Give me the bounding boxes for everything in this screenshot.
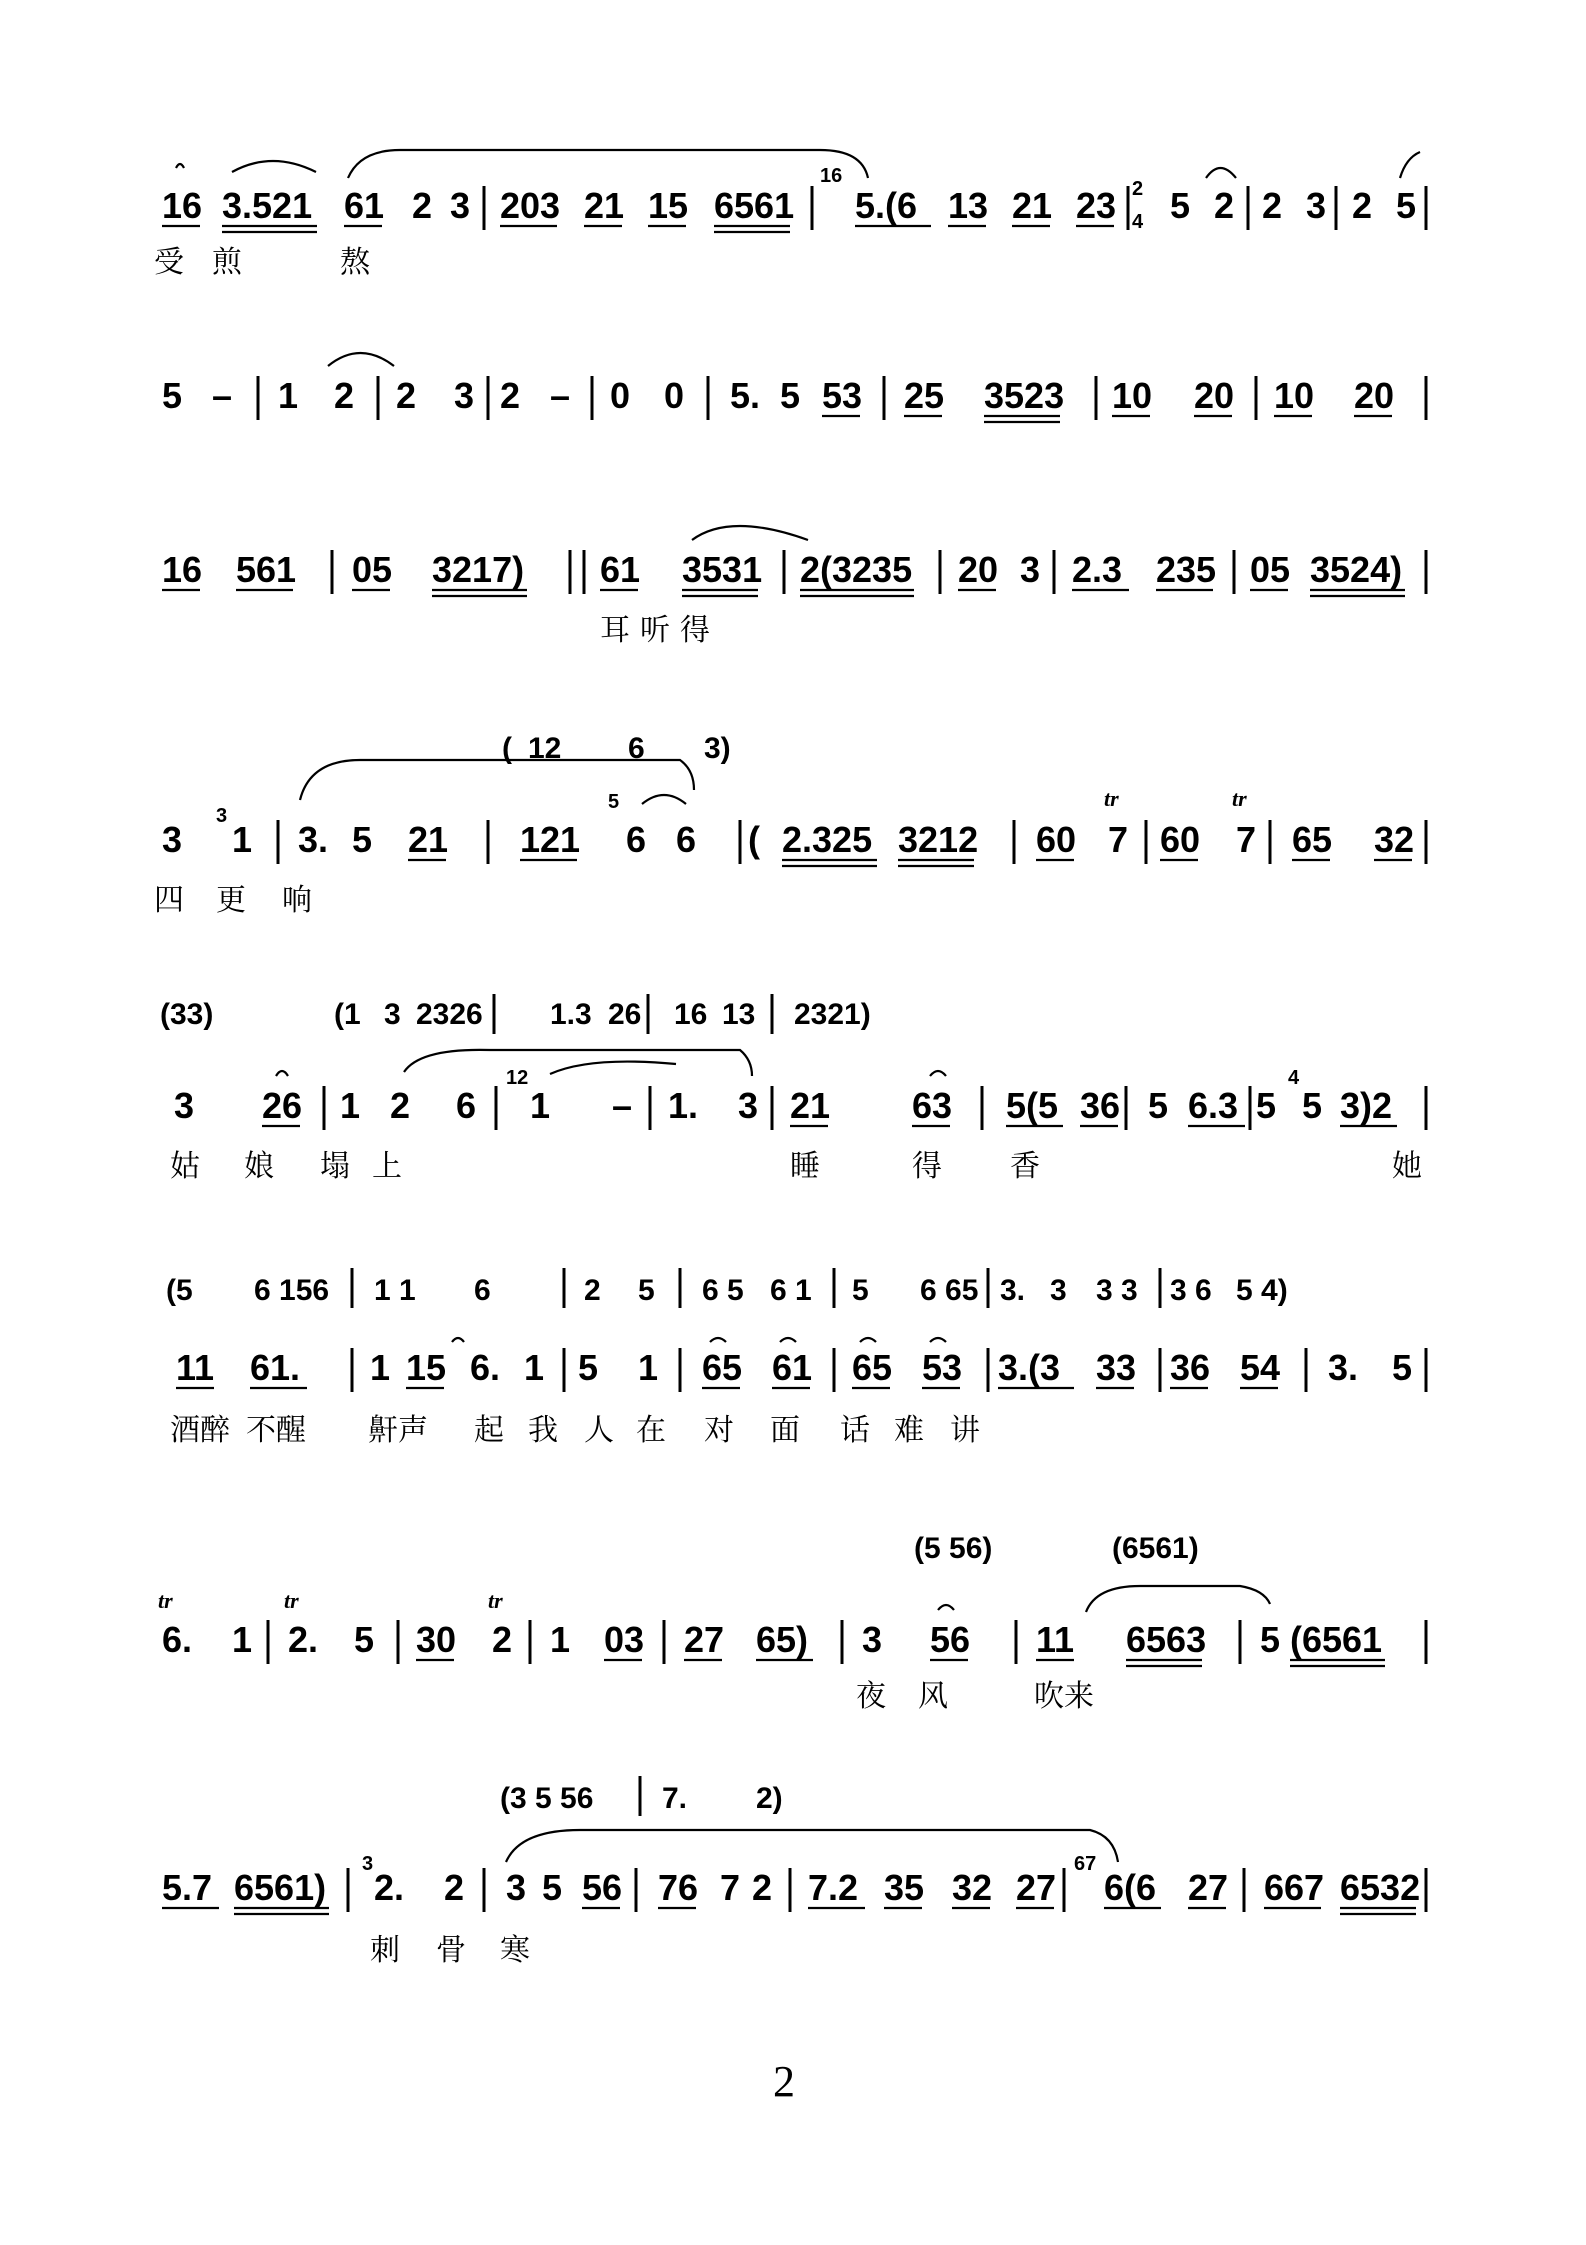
note-token: 2(3235 xyxy=(800,549,913,590)
note-token: 2 xyxy=(444,1867,465,1908)
lyric-syllable: 塌 xyxy=(320,1149,350,1184)
lyric-syllable: 寒 xyxy=(500,1933,530,1968)
note-token: 56 xyxy=(930,1619,971,1660)
note-token: 1 xyxy=(524,1347,545,1388)
lyric-syllable: 面 xyxy=(770,1413,800,1448)
grace-note: 12 xyxy=(506,1067,529,1089)
lyric-syllable: 酒醉 xyxy=(170,1413,230,1448)
note-token: 53 xyxy=(922,1347,963,1388)
note-token: 2 xyxy=(1214,185,1235,226)
note-token: 3.(3 xyxy=(998,1347,1061,1388)
note-token: 3 xyxy=(862,1619,883,1660)
note-token: 10 xyxy=(1274,375,1315,416)
lyric-syllable: 在 xyxy=(636,1413,666,1448)
note-token: 6 xyxy=(456,1085,477,1126)
note-token: 2 xyxy=(752,1867,773,1908)
instrumental-token: 6 xyxy=(474,1274,491,1307)
instrumental-token: 6 xyxy=(628,732,645,765)
note-token: 2 xyxy=(334,375,355,416)
lyric-syllable: 不醒 xyxy=(246,1413,306,1448)
instrumental-token: 2) xyxy=(756,1782,783,1815)
note-token: 20 xyxy=(958,549,999,590)
grace-note: 4 xyxy=(1132,211,1144,233)
note-token: 7.2 xyxy=(808,1867,859,1908)
note-token: 6 xyxy=(626,819,647,860)
note-token: 65) xyxy=(756,1619,809,1660)
instrumental-token: (33) xyxy=(160,998,214,1031)
note-token: 3)2 xyxy=(1340,1085,1393,1126)
note-token: 63 xyxy=(912,1085,953,1126)
note-token: 21 xyxy=(408,819,449,860)
note-token: 20 xyxy=(1194,375,1235,416)
instrumental-token: (1 xyxy=(334,998,361,1031)
lyric-syllable: 受 xyxy=(154,245,184,280)
note-token: 5 xyxy=(1170,185,1191,226)
note-token: 32 xyxy=(952,1867,993,1908)
note-token: 3523 xyxy=(984,375,1065,416)
note-token: 3 xyxy=(506,1867,527,1908)
note-token: 56 xyxy=(582,1867,623,1908)
note-token: 27 xyxy=(1016,1867,1057,1908)
note-token: 235 xyxy=(1156,549,1217,590)
note-token: 3531 xyxy=(682,549,763,590)
note-token: 5 xyxy=(352,819,373,860)
note-token: 1 xyxy=(340,1085,361,1126)
trill-mark: tr xyxy=(284,1588,299,1613)
instrumental-token: ( xyxy=(502,732,512,765)
lyric-syllable: 娘 xyxy=(244,1149,274,1184)
note-token: ( xyxy=(748,819,760,860)
note-token: 5 xyxy=(1256,1085,1277,1126)
note-token: (6561 xyxy=(1290,1619,1383,1660)
note-token: 3 xyxy=(738,1085,759,1126)
note-token: 1 xyxy=(370,1347,391,1388)
instrumental-token: 7. xyxy=(662,1782,688,1815)
note-token: 35 xyxy=(884,1867,925,1908)
instrumental-token: 5 4) xyxy=(1236,1274,1288,1307)
note-token: 27 xyxy=(1188,1867,1229,1908)
note-token: 0 xyxy=(664,375,685,416)
instrumental-token: 16 xyxy=(674,998,708,1031)
note-token: 5(5 xyxy=(1006,1085,1059,1126)
note-token: 2 xyxy=(1262,185,1283,226)
note-token: 03 xyxy=(604,1619,645,1660)
note-token: 76 xyxy=(658,1867,699,1908)
lyric-syllable: 对 xyxy=(704,1413,734,1448)
lyric-syllable: 我 xyxy=(528,1413,558,1448)
note-token: 3. xyxy=(1328,1347,1359,1388)
note-token: 121 xyxy=(520,819,581,860)
instrumental-token: 5 xyxy=(638,1274,655,1307)
lyric-syllable: 香 xyxy=(1010,1149,1040,1184)
note-token: 2 xyxy=(500,375,521,416)
lyric-syllable: 话 xyxy=(840,1413,870,1448)
note-token: 23 xyxy=(1076,185,1117,226)
note-token: 1 xyxy=(232,1619,253,1660)
instrumental-token: 3 xyxy=(1050,1274,1067,1307)
lyric-syllable: 风 xyxy=(918,1679,948,1714)
note-token: 36 xyxy=(1170,1347,1211,1388)
note-token: 2 xyxy=(412,185,433,226)
instrumental-token: 13 xyxy=(722,998,756,1031)
note-token: 6561) xyxy=(234,1867,327,1908)
note-token: 6 xyxy=(676,819,697,860)
note-token: 3 xyxy=(1306,185,1327,226)
note-token: 5. xyxy=(730,375,761,416)
note-token: 65 xyxy=(852,1347,893,1388)
note-token: 5 xyxy=(1148,1085,1169,1126)
note-token: 21 xyxy=(790,1085,831,1126)
grace-note: 5 xyxy=(608,791,620,813)
trill-marks xyxy=(158,786,1247,1613)
instrumental-token: (6561) xyxy=(1112,1532,1199,1565)
note-token: – xyxy=(612,1085,633,1126)
instrumental-token: 3 6 xyxy=(1170,1274,1212,1307)
note-token: 3 xyxy=(162,819,183,860)
instrumental-token: 5 xyxy=(852,1274,869,1307)
note-token: 5 xyxy=(578,1347,599,1388)
note-token: 61 xyxy=(344,185,385,226)
note-token: 2 xyxy=(1352,185,1373,226)
lyric-syllable: 熬 xyxy=(340,245,370,280)
note-token: 3 xyxy=(174,1085,195,1126)
note-token: 21 xyxy=(1012,185,1053,226)
note-token: – xyxy=(550,375,571,416)
note-token: 667 xyxy=(1264,1867,1325,1908)
grace-note: 4 xyxy=(1288,1067,1300,1089)
note-token: 3524) xyxy=(1310,549,1403,590)
page-number: 2 xyxy=(773,2057,795,2106)
note-token: 6532 xyxy=(1340,1867,1421,1908)
note-token: 6.3 xyxy=(1188,1085,1239,1126)
note-token: 3212 xyxy=(898,819,979,860)
note-token: 7 xyxy=(1236,819,1257,860)
trill-mark: tr xyxy=(158,1588,173,1613)
note-token: 3 xyxy=(1020,549,1041,590)
note-token: 1 xyxy=(232,819,253,860)
note-token: 3 xyxy=(450,185,471,226)
lyric-syllable: 夜 xyxy=(856,1679,886,1714)
note-token: 6. xyxy=(470,1347,501,1388)
note-token: 25 xyxy=(904,375,945,416)
note-token: 10 xyxy=(1112,375,1153,416)
note-token: 5 xyxy=(780,375,801,416)
lyric-syllable: 更 xyxy=(216,883,246,918)
note-token: 203 xyxy=(500,185,561,226)
note-token: 16 xyxy=(162,185,203,226)
notation-layer xyxy=(162,185,1420,1908)
note-token: 3217) xyxy=(432,549,525,590)
beam-underlines xyxy=(162,226,1416,1914)
instrumental-token: 2326 xyxy=(416,998,483,1031)
note-token: 26 xyxy=(262,1085,303,1126)
note-token: 32 xyxy=(1374,819,1415,860)
note-token: 1. xyxy=(668,1085,699,1126)
instrumental-token: 6 156 xyxy=(254,1274,330,1307)
lyric-syllable: 耳 xyxy=(600,613,630,648)
grace-note: 67 xyxy=(1074,1853,1097,1875)
note-token: 5 xyxy=(1396,185,1417,226)
note-token: 7 xyxy=(720,1867,741,1908)
lyric-syllable: 听 xyxy=(640,613,670,648)
note-token: 6(6 xyxy=(1104,1867,1157,1908)
trill-mark: tr xyxy=(488,1588,503,1613)
lyric-syllable: 煎 xyxy=(212,245,242,280)
note-token: 6. xyxy=(162,1619,193,1660)
note-token: 2 xyxy=(492,1619,513,1660)
note-token: 5.(6 xyxy=(855,185,918,226)
instrumental-token: (3 5 56 xyxy=(500,1782,594,1815)
note-token: 2 xyxy=(396,375,417,416)
instrumental-token: 1.3 xyxy=(550,998,592,1031)
lyric-syllable: 她 xyxy=(1392,1149,1422,1184)
note-token: 61 xyxy=(600,549,641,590)
lyric-syllable: 人 xyxy=(584,1413,614,1448)
grace-note: 16 xyxy=(820,165,843,187)
note-token: 2 xyxy=(390,1085,411,1126)
note-token: 1 xyxy=(638,1347,659,1388)
note-token: 3. xyxy=(298,819,329,860)
instrumental-token: 3) xyxy=(704,732,731,765)
instrumental-token: 2321) xyxy=(794,998,871,1031)
note-token: 11 xyxy=(176,1347,215,1388)
instrumental-token: (5 56) xyxy=(914,1532,993,1565)
note-token: 16 xyxy=(162,549,203,590)
note-token: 7 xyxy=(1108,819,1129,860)
lyric-syllable: 睡 xyxy=(790,1149,820,1184)
note-token: 65 xyxy=(1292,819,1333,860)
instrumental-token: 3 3 xyxy=(1096,1274,1138,1307)
grace-note: 3 xyxy=(362,1853,374,1875)
instrumental-token: 2 xyxy=(584,1274,601,1307)
note-token: 5.7 xyxy=(162,1867,213,1908)
note-token: 60 xyxy=(1036,819,1077,860)
note-token: 15 xyxy=(648,185,689,226)
note-token: 6561 xyxy=(714,185,795,226)
lyric-syllable: 骨 xyxy=(436,1933,466,1968)
lyric-syllable: 姑 xyxy=(170,1149,200,1184)
note-token: 53 xyxy=(822,375,863,416)
note-token: 36 xyxy=(1080,1085,1121,1126)
note-token: 54 xyxy=(1240,1347,1281,1388)
grace-note: 2 xyxy=(1132,178,1144,200)
note-token: 20 xyxy=(1354,375,1395,416)
instrumental-token: (5 xyxy=(166,1274,193,1307)
note-token: 05 xyxy=(352,549,393,590)
instrumental-token: 3 xyxy=(384,998,401,1031)
instrumental-token: 26 xyxy=(608,998,642,1031)
grace-note: 3 xyxy=(216,805,228,827)
note-token: 5 xyxy=(1392,1347,1413,1388)
note-token: 5 xyxy=(1260,1619,1281,1660)
note-token: 15 xyxy=(406,1347,447,1388)
note-token: 2. xyxy=(288,1619,319,1660)
instrumental-token: 6 5 xyxy=(702,1274,744,1307)
lyric-syllable: 得 xyxy=(680,613,710,648)
lyric-syllable: 吹来 xyxy=(1034,1679,1094,1714)
note-token: 2.325 xyxy=(782,819,873,860)
note-token: 65 xyxy=(702,1347,743,1388)
trill-mark: tr xyxy=(1104,786,1119,811)
note-token: 2. xyxy=(374,1867,405,1908)
note-token: 21 xyxy=(584,185,625,226)
instrumental-token: 6 65 xyxy=(920,1274,979,1307)
note-token: 5 xyxy=(354,1619,375,1660)
lyric-syllable: 刺 xyxy=(370,1933,400,1968)
lyric-syllable: 四 xyxy=(154,883,184,918)
note-token: 05 xyxy=(1250,549,1291,590)
note-token: 33 xyxy=(1096,1347,1137,1388)
instrumental-token: 3. xyxy=(1000,1274,1026,1307)
instrumental-token: 12 xyxy=(528,732,562,765)
note-token: 2.3 xyxy=(1072,549,1123,590)
note-token: 5 xyxy=(162,375,183,416)
note-token: 60 xyxy=(1160,819,1201,860)
note-token: 11 xyxy=(1036,1619,1075,1660)
instrumental-token: 6 1 xyxy=(770,1274,812,1307)
instrumental-token: 1 1 xyxy=(374,1274,416,1307)
lyric-syllable: 响 xyxy=(282,883,312,918)
note-token: 561 xyxy=(236,549,297,590)
lyric-syllable: 上 xyxy=(372,1149,402,1184)
lyric-syllable: 难 xyxy=(894,1413,924,1448)
note-token: 3.521 xyxy=(222,185,313,226)
note-token: 61 xyxy=(772,1347,813,1388)
lyric-syllable: 得 xyxy=(912,1149,942,1184)
note-token: 1 xyxy=(550,1619,571,1660)
trill-mark: tr xyxy=(1232,786,1247,811)
lyric-syllable: 起 xyxy=(474,1413,504,1448)
note-token: 3 xyxy=(454,375,475,416)
lyric-syllable: 鼾声 xyxy=(368,1413,428,1448)
note-token: 6563 xyxy=(1126,1619,1207,1660)
note-token: 61. xyxy=(250,1347,301,1388)
note-token: 1 xyxy=(278,375,299,416)
note-token: 30 xyxy=(416,1619,457,1660)
note-token: 5 xyxy=(542,1867,563,1908)
note-token: – xyxy=(212,375,233,416)
note-token: 27 xyxy=(684,1619,725,1660)
note-token: 0 xyxy=(610,375,631,416)
note-token: 5 xyxy=(1302,1085,1323,1126)
lyric-syllable: 讲 xyxy=(950,1413,980,1448)
note-token: 1 xyxy=(530,1085,551,1126)
note-token: 13 xyxy=(948,185,989,226)
